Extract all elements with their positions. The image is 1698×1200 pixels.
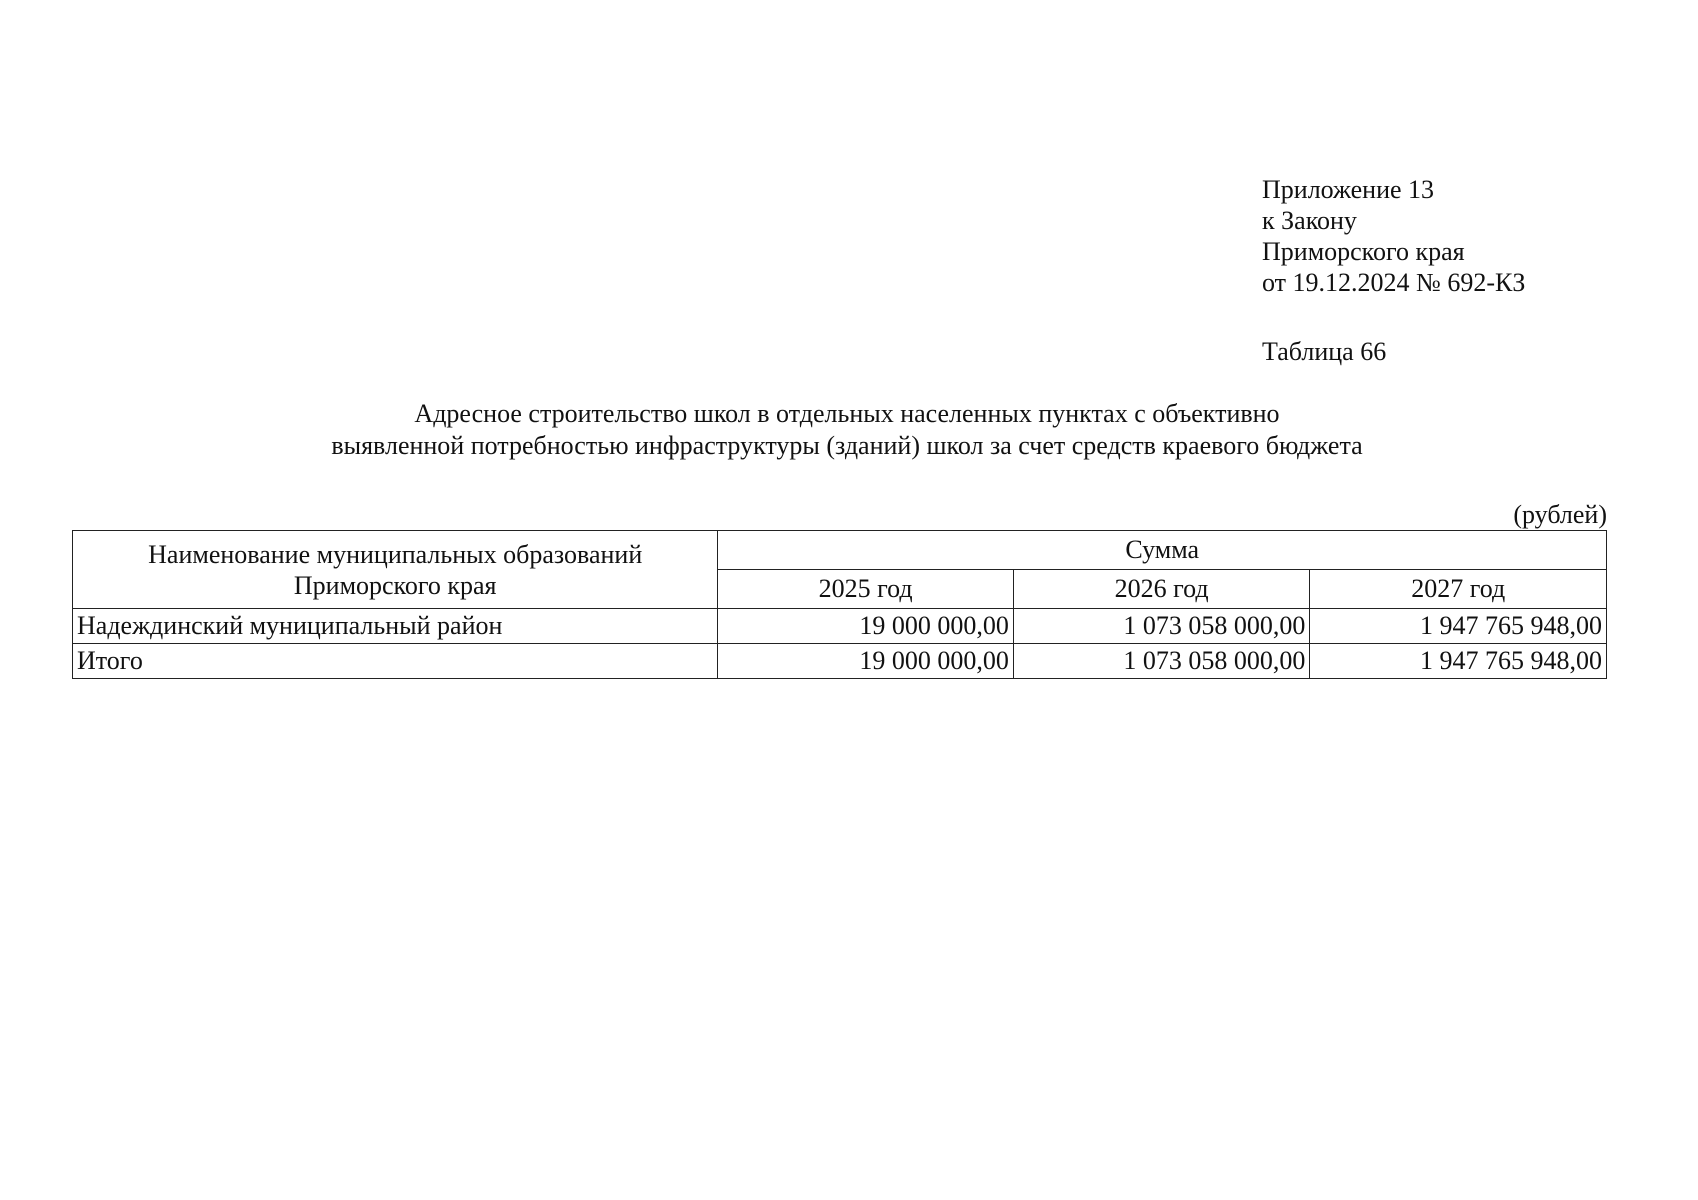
header-year-2027: 2027 год (1310, 570, 1607, 609)
header-year-2025: 2025 год (718, 570, 1013, 609)
total-value-2025: 19 000 000,00 (718, 644, 1013, 679)
header-municipality-line-1: Наименование муниципальных образований (148, 539, 643, 569)
table-row (73, 609, 1607, 644)
total-label: Итого (73, 644, 718, 679)
units-label: (рублей) (1513, 500, 1607, 529)
title-line-2: выявленной потребностью инфраструктуры (зданий) школ за счет средств краевого бюджета (331, 431, 1363, 460)
header-municipality (73, 531, 718, 609)
appendix-reference (1262, 174, 1525, 298)
table-number: Таблица 66 (1262, 337, 1387, 366)
table-header-row (73, 531, 1607, 570)
title-line-1: Адресное строительство школ в отдельных населенных пунктах с объективно (414, 399, 1280, 428)
header-sum: Сумма (718, 531, 1607, 570)
header-municipality-line-2: Приморского края (293, 570, 497, 600)
header-year-2026: 2026 год (1013, 570, 1310, 609)
total-value-2027: 1 947 765 948,00 (1310, 644, 1607, 679)
appendix-line-2: к Закону (1262, 206, 1357, 235)
budget-table (72, 530, 1607, 679)
document-title (72, 398, 1622, 462)
row-value-2026: 1 073 058 000,00 (1013, 609, 1310, 644)
row-value-2027: 1 947 765 948,00 (1310, 609, 1607, 644)
row-value-2025: 19 000 000,00 (718, 609, 1013, 644)
appendix-line-3: Приморского края (1262, 237, 1465, 266)
row-municipality-name: Надеждинский муниципальный район (73, 609, 718, 644)
appendix-line-4: от 19.12.2024 № 692-КЗ (1262, 268, 1526, 297)
table-total-row (73, 644, 1607, 679)
total-value-2026: 1 073 058 000,00 (1013, 644, 1310, 679)
appendix-line-1: Приложение 13 (1262, 175, 1435, 204)
